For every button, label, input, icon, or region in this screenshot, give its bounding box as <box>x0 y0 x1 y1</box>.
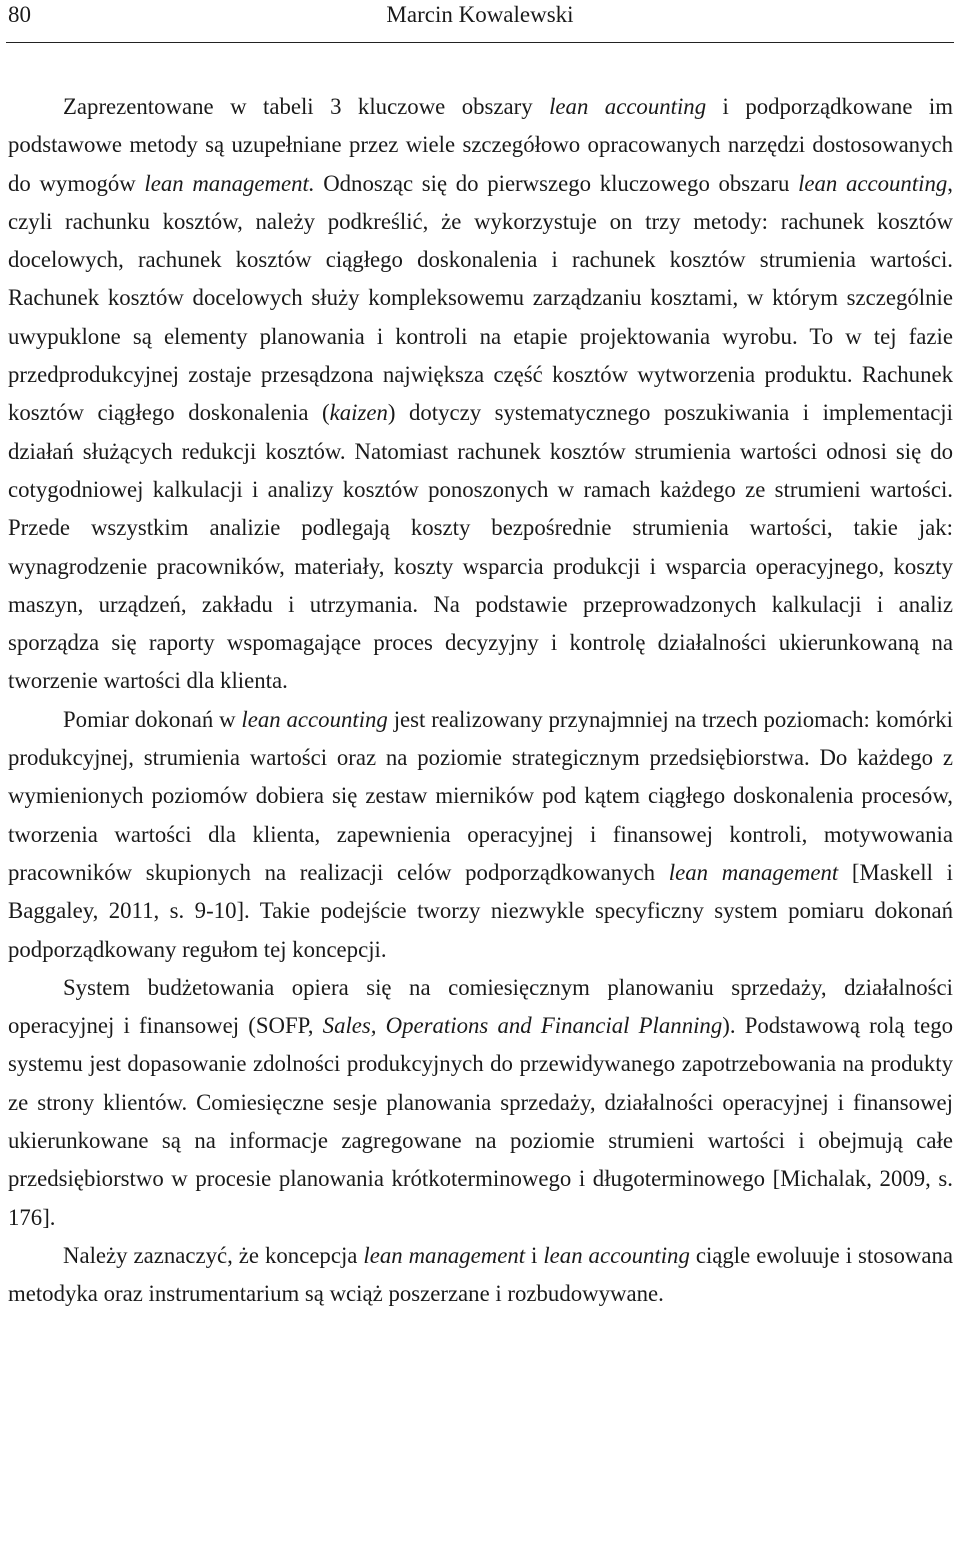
text-run: jest realizowany przynajmniej na trzech poziomach: komórki produkcyjnej, strumienia wartości oraz na poziomie strategicznym przedsiębiorstwa. Do każdego z wymienionych poziomów dobiera się zestaw mierników pod kątem ciągłego doskonalenia procesów, tworzenia wartości dla klienta, zapewnienia operacyjnej i finansowej kontroli, motywowania pracowników skupionych na realizacji celów podporządkowanych <box>8 706 953 885</box>
paragraph <box>8 969 953 1237</box>
text-run: ciągle ewoluuje i stosowana metodyka oraz instrumentarium są wciąż poszerzane i rozbudowywane. <box>8 1242 954 1307</box>
text-run: Zaprezentowane w tabeli 3 kluczowe obszary <box>63 94 550 119</box>
page-number: 80 <box>8 2 31 27</box>
italic-term: lean management <box>668 859 839 885</box>
paragraph <box>8 701 953 969</box>
body-text <box>8 88 953 1314</box>
paragraph <box>8 1237 953 1314</box>
italic-term: lean accounting <box>549 94 707 119</box>
italic-term: lean management <box>363 1242 526 1268</box>
running-head <box>8 0 952 34</box>
paragraph <box>8 88 953 701</box>
italic-term: Sales, Operations and Financial Planning <box>322 1013 723 1039</box>
text-run: i podporządkowane im podstawowe metody są uzupełniane przez wiele szczegółowo opracowanych narzędzi dostosowanych do wymogów <box>8 94 953 196</box>
italic-term: kaizen <box>329 400 388 426</box>
text-run: ). Podstawową rolą tego systemu jest dopasowanie zdolności produkcyjnych do przewidywanego zapotrzebowania na produkty ze strony klientów. Comiesięczne sesje planowania sprzedaży, działalności operacyjnej i finansowej ukierunkowane są na informacje zagregowane na poziomie strumieni wartości i obejmują całe przedsiębiorstwo w procesie planowania krótkoterminowego i długoterminowego [Michalak, 2009, s. 176]. <box>8 1013 954 1230</box>
italic-term: lean accounting <box>798 170 948 196</box>
text-run: , czyli rachunku kosztów, należy podkreślić, że wykorzystuje on trzy metody: rachunek kosztów docelowych, rachunek kosztów ciągłego doskonalenia i rachunek kosztów strumienia wartości. Rachunek kosztów docelowych służy kompleksowemu zarządzaniu kosztami, w którym szczególnie uwypuklone są elementy planowania i kontroli na etapie projektowania wyrobu. To w tej fazie przedprodukcyjnej zostaje przesądzona największa część kosztów wytworzenia produktu. Rachunek kosztów ciągłego doskonalenia ( <box>8 170 953 426</box>
italic-term: lean management. <box>144 170 315 196</box>
running-head-author: Marcin Kowalewski <box>386 2 574 27</box>
text-run: Odnosząc się do pierwszego kluczowego obszaru <box>314 170 799 196</box>
italic-term: lean accounting <box>543 1242 690 1268</box>
text-run: Pomiar dokonań w <box>63 706 242 732</box>
header-rule <box>6 42 954 43</box>
italic-term: lean accounting <box>241 706 388 732</box>
text-run: Należy zaznaczyć, że koncepcja <box>63 1242 364 1268</box>
text-run: ) dotyczy systematycznego poszukiwania i implementacji działań służących redukcji kosztów. Natomiast rachunek kosztów strumienia wartości odnosi się do cotygodniowej kalkulacji i analizy kosztów ponoszonych w ramach każdego ze strumieni wartości. Przede wszystkim analizie podlegają koszty bezpośrednie strumienia wartości, takie jak: wynagrodzenie pracowników, materiały, koszty wsparcia produkcji i wsparcia operacyjnego, koszty maszyn, urządzeń, zakładu i utrzymania. Na podstawie przeprowadzonych kalkulacji i analiz sporządza się raporty wspomagające proces decyzyjny i kontrolę działalności ukierunkowaną na tworzenie wartości dla klienta. <box>8 400 953 694</box>
text-run: i <box>525 1242 544 1268</box>
text-run: [Maskell i Baggaley, 2011, s. 9-10]. Takie podejście tworzy niezwykle specyficzny system pomiaru dokonań podporządkowany regułom tej koncepcji. <box>8 859 953 962</box>
text-run: System budżetowania opiera się na comiesięcznym planowaniu sprzedaży, działalności operacyjnej i finansowej (SOFP, <box>8 974 953 1039</box>
